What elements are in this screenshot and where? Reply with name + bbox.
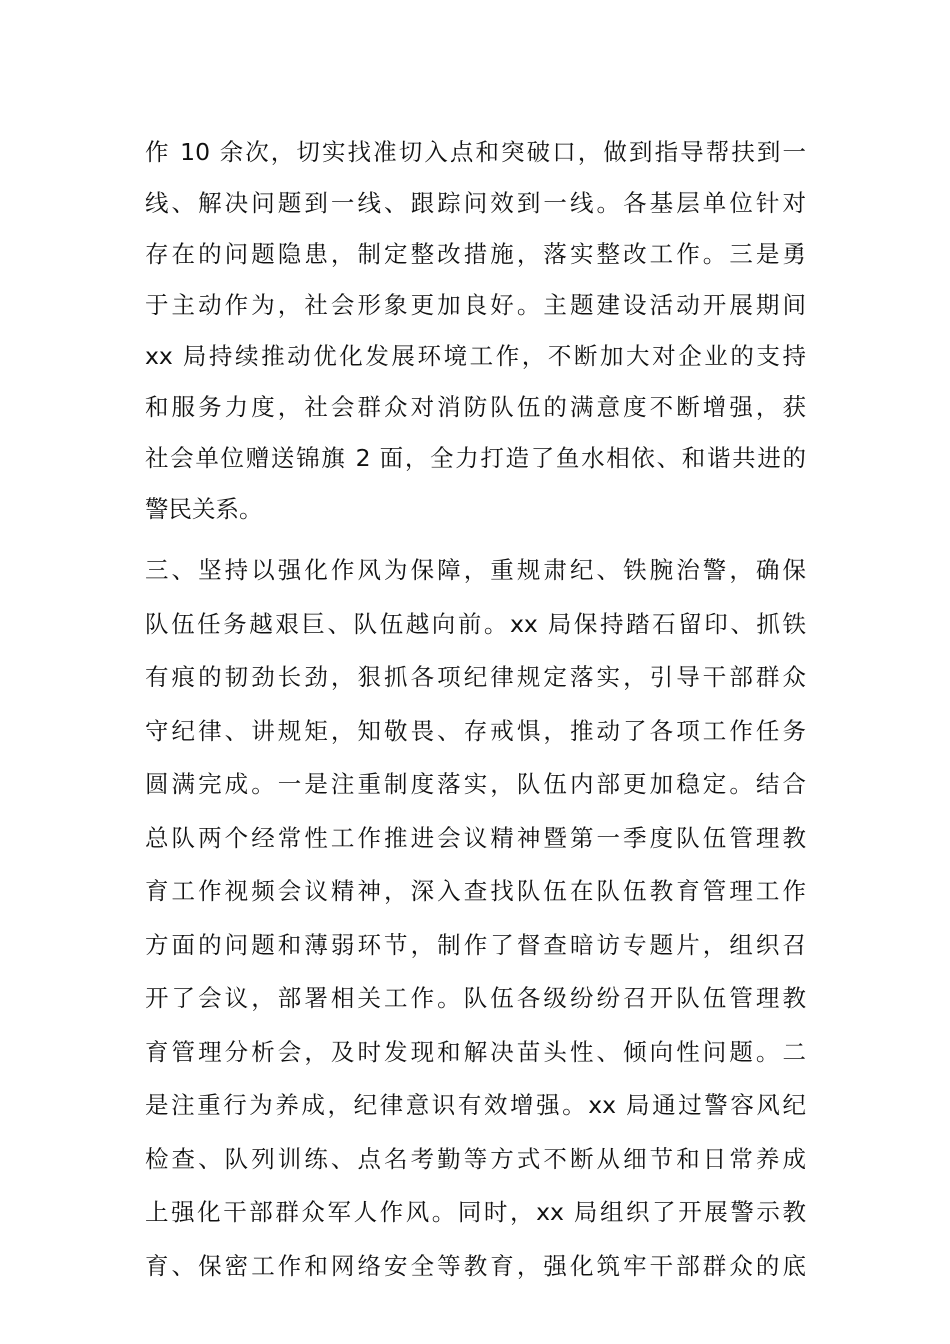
paragraph-1-line: 于主动作为，社会形象更加良好。主题建设活动开展期间 (145, 291, 806, 319)
paragraph-2-line: 总队两个经常性工作推进会议精神暨第一季度队伍管理教 (145, 823, 806, 852)
paragraph-2-line: 育、保密工作和网络安全等教育，强化筑牢干部群众的底 (145, 1251, 806, 1280)
paragraph-2-line: 开了会议，部署相关工作。队伍各级纷纷召开队伍管理教 (145, 984, 806, 1012)
paragraph-2-line: 育工作视频会议精神，深入查找队伍在队伍教育管理工作 (145, 877, 806, 905)
paragraph-1-line: 线、解决问题到一线、跟踪问效到一线。各基层单位针对 (145, 189, 806, 217)
paragraph-2-line: 守纪律、讲规矩，知敬畏、存戒惧，推动了各项工作任务 (145, 716, 806, 745)
paragraph-1-line: 作 10 余次，切实找准切入点和突破口，做到指导帮扶到一 (145, 138, 806, 166)
paragraph-1-line: xx 局持续推动优化发展环境工作，不断加大对企业的支持 (145, 342, 806, 370)
paragraph-1-line: 社会单位赠送锦旗 2 面，全力打造了鱼水相依、和谐共进的 (145, 444, 806, 472)
paragraph-1-line: 存在的问题隐患，制定整改措施，落实整改工作。三是勇 (145, 240, 806, 268)
paragraph-2-line: 方面的问题和薄弱环节，制作了督查暗访专题片，组织召 (145, 930, 806, 959)
paragraph-2-line: 队伍任务越艰巨、队伍越向前。xx 局保持踏石留印、抓铁 (145, 609, 806, 638)
paragraph-2-line: 是注重行为养成，纪律意识有效增强。xx 局通过警容风纪 (145, 1091, 806, 1119)
paragraph-2-line: 上强化干部群众军人作风。同时，xx 局组织了开展警示教 (145, 1198, 806, 1226)
paragraph-2-line: 圆满完成。一是注重制度落实，队伍内部更加稳定。结合 (145, 770, 806, 798)
paragraph-2-line: 检查、队列训练、点名考勤等方式不断从细节和日常养成 (145, 1144, 806, 1173)
paragraph-2-line: 三、坚持以强化作风为保障，重规肃纪、铁腕治警，确保 (145, 556, 806, 584)
paragraph-1-line: 和服务力度，社会群众对消防队伍的满意度不断增强，获 (145, 393, 806, 421)
paragraph-2-line: 育管理分析会，及时发现和解决苗头性、倾向性问题。二 (145, 1037, 806, 1066)
paragraph-1-line: 警民关系。 (145, 495, 263, 523)
paragraph-2-line: 有痕的韧劲长劲，狠抓各项纪律规定落实，引导干部群众 (145, 663, 806, 691)
